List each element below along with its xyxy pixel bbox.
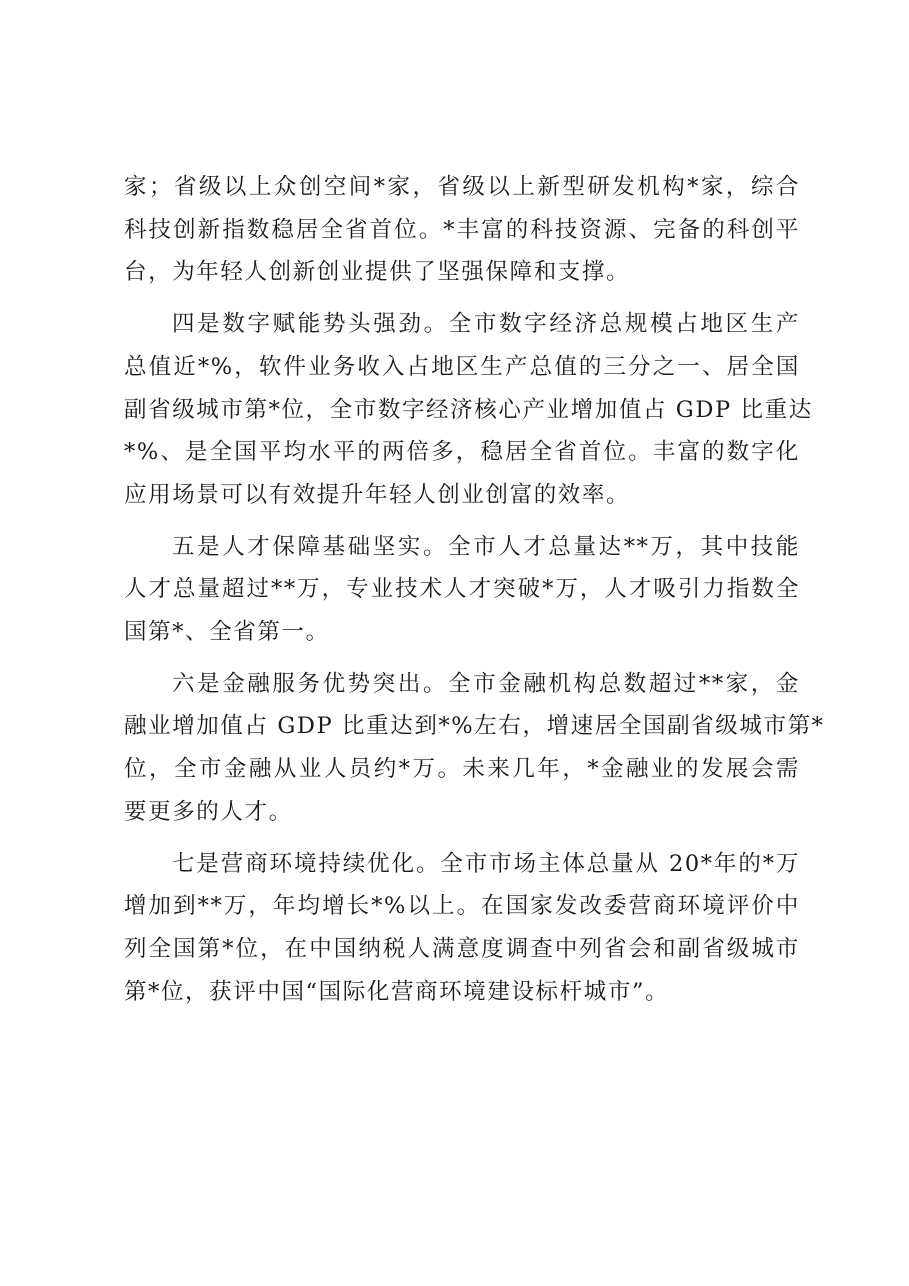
- text-line: 五是人才保障基础坚实。全市人才总量达**万，其中技能: [172, 533, 800, 560]
- paragraph-talent: [124, 526, 800, 654]
- text-line: 国第*、全省第一。: [124, 619, 330, 646]
- text-line: 人才总量超过**万，专业技术人才突破*万，人才吸引力指数全: [124, 576, 800, 603]
- paragraph-business-environment: [124, 843, 800, 1014]
- paragraph-digital-economy: [124, 303, 813, 517]
- text-line: 总值近*%，软件业务收入占地区生产总值的三分之一、居全国: [124, 353, 800, 380]
- document-body: [124, 166, 825, 1022]
- text-line: *%、是全国平均水平的两倍多，稳居全省首位。丰富的数字化: [124, 439, 800, 466]
- text-line: 科技创新指数稳居全省首位。*丰富的科技资源、完备的科创平: [124, 216, 800, 243]
- paragraph-science-tech: [124, 166, 800, 294]
- paragraph-finance: [124, 663, 825, 834]
- text-line: 列全国第*位，在中国纳税人满意度调查中列省会和副省级城市: [124, 935, 800, 962]
- text-line: 家；省级以上众创空间*家，省级以上新型研发机构*家，综合: [124, 174, 800, 200]
- text-line: 应用场景可以有效提升年轻人创业创富的效率。: [124, 481, 631, 508]
- text-line: 六是金融服务优势突出。全市金融机构总数超过**家，金: [172, 670, 800, 697]
- text-line: 台，为年轻人创新创业提供了坚强保障和支撑。: [124, 259, 631, 286]
- text-line: 要更多的人才。: [124, 798, 293, 825]
- text-line: 第*位，获评中国“国际化营商环境建设标杆城市”。: [124, 978, 670, 1005]
- text-line: 位，全市金融从业人员约*万。未来几年，*金融业的发展会需: [124, 756, 800, 783]
- text-line: 七是营商环境持续优化。全市市场主体总量从 20*年的*万: [172, 850, 800, 877]
- text-line: 副省级城市第*位，全市数字经济核心产业增加值占 GDP 比重达: [124, 396, 813, 423]
- text-line: 增加到**万，年均增长*%以上。在国家发改委营商环境评价中: [124, 893, 800, 920]
- text-line: 四是数字赋能势头强劲。全市数字经济总规模占地区生产: [172, 311, 800, 338]
- text-line: 融业增加值占 GDP 比重达到*%左右，增速居全国副省级城市第*: [124, 713, 825, 740]
